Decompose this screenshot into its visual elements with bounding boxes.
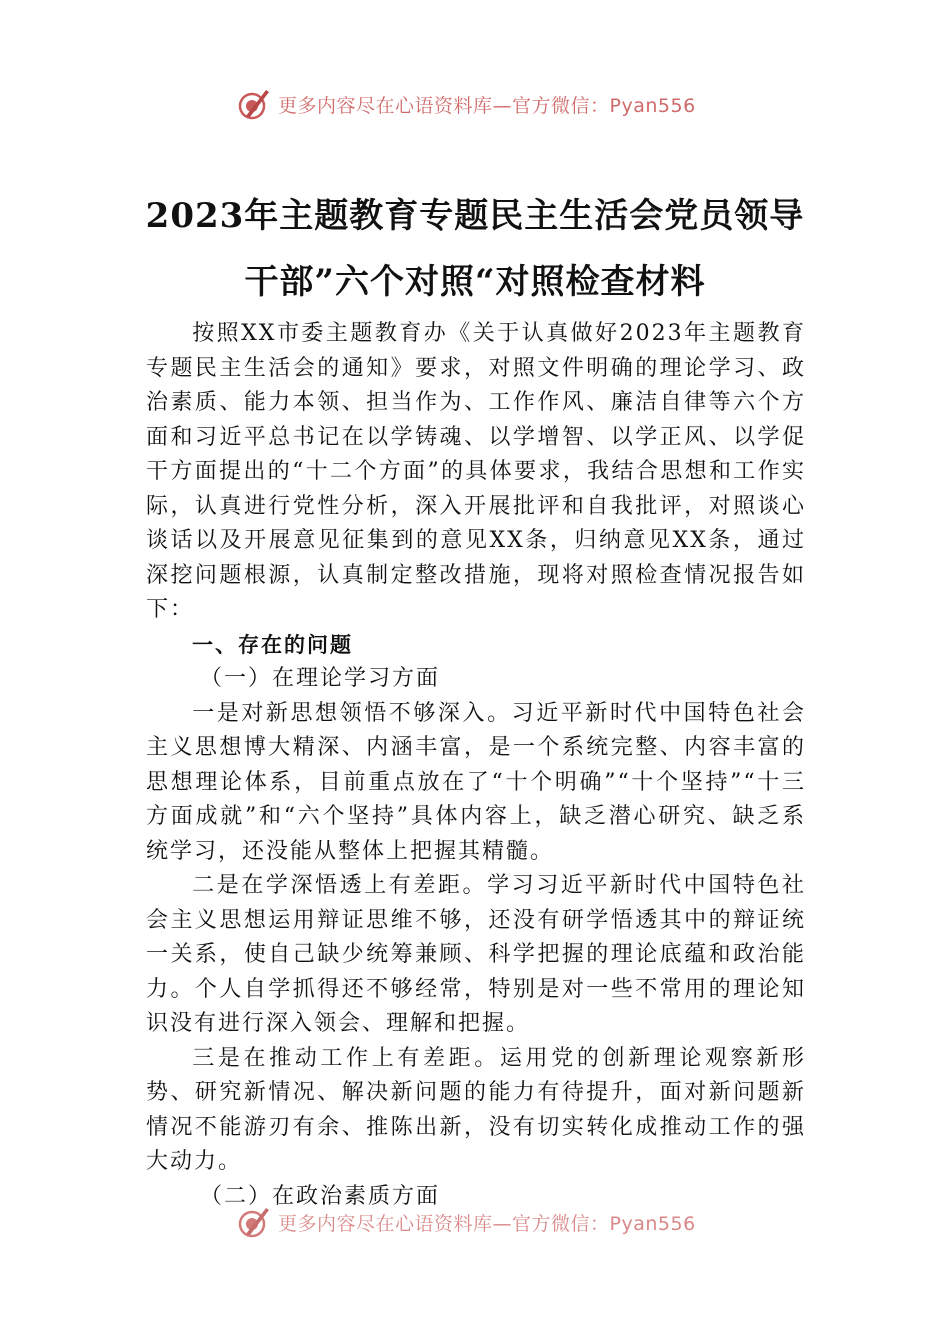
intro-paragraph: 按照XX市委主题教育办《关于认真做好2023年主题教育专题民主生活会的通知》要求，对照文件明确的理论学习、政治素质、能力本领、担当作为、工作作风、廉洁自律等六个方面和习近平总书记在以学铸魂、以学增智、以学正风、以学促干方面提出的“十二个方面”的具体要求，我结合思想和工作实际，认真进行党性分析，深入开展批评和自我批评，对照谈心谈话以及开展意见征集到的意见XX条，归纳意见XX条，通过深挖问题根源，认真制定整改措施，现将对照检查情况报告如下： (146, 321, 806, 622)
watermark-text: 更多内容尽在心语资料库—官方微信：Pyan556 (278, 1212, 696, 1235)
paragraph-item-2: 二是在学深悟透上有差距。学习习近平新时代中国特色社会主义思想运用辩证思维不够，还没有研学悟透其中的辩证统一关系，使自己缺少统筹兼顾、科学把握的理论底蕴和政治能力。个人自学抓得还不够经常，特别是对一些不常用的理论知识没有进行深入领会、理解和把握。 (146, 873, 806, 1036)
subsection-heading-theory: （一）在理论学习方面 (200, 666, 441, 691)
watermark-banner-bottom (236, 1202, 696, 1242)
section-heading-problems: 一、存在的问题 (192, 632, 353, 657)
quill-seal-icon (236, 1204, 272, 1240)
subsection-heading-politics: （二）在政治素质方面 (200, 1183, 441, 1209)
watermark-banner-top (236, 84, 696, 124)
page-title-line-2: 干部”六个对照“对照检查材料 (244, 262, 706, 302)
document-body (146, 317, 806, 1214)
paragraph-item-3: 三是在推动工作上有差距。运用党的创新理论观察新形势、研究新情况、解决新问题的能力有待提升，面对新问题新情况不能游刃有余、推陈出新，没有切实转化成推动工作的强大动力。 (146, 1045, 806, 1174)
quill-seal-icon (236, 86, 272, 122)
watermark-text: 更多内容尽在心语资料库—官方微信：Pyan556 (278, 94, 696, 117)
paragraph-item-1: 一是对新思想领悟不够深入。习近平新时代中国特色社会主义思想博大精深、内涵丰富，是一个系统完整、内容丰富的思想理论体系，目前重点放在了“十个明确”“十个坚持”“十三方面成就”和“六个坚持”具体内容上，缺乏潜心研究、缺乏系统学习，还没能从整体上把握其精髓。 (146, 700, 806, 864)
page-title-line-1: 2023年主题教育专题民主生活会党员领导 (145, 196, 805, 236)
